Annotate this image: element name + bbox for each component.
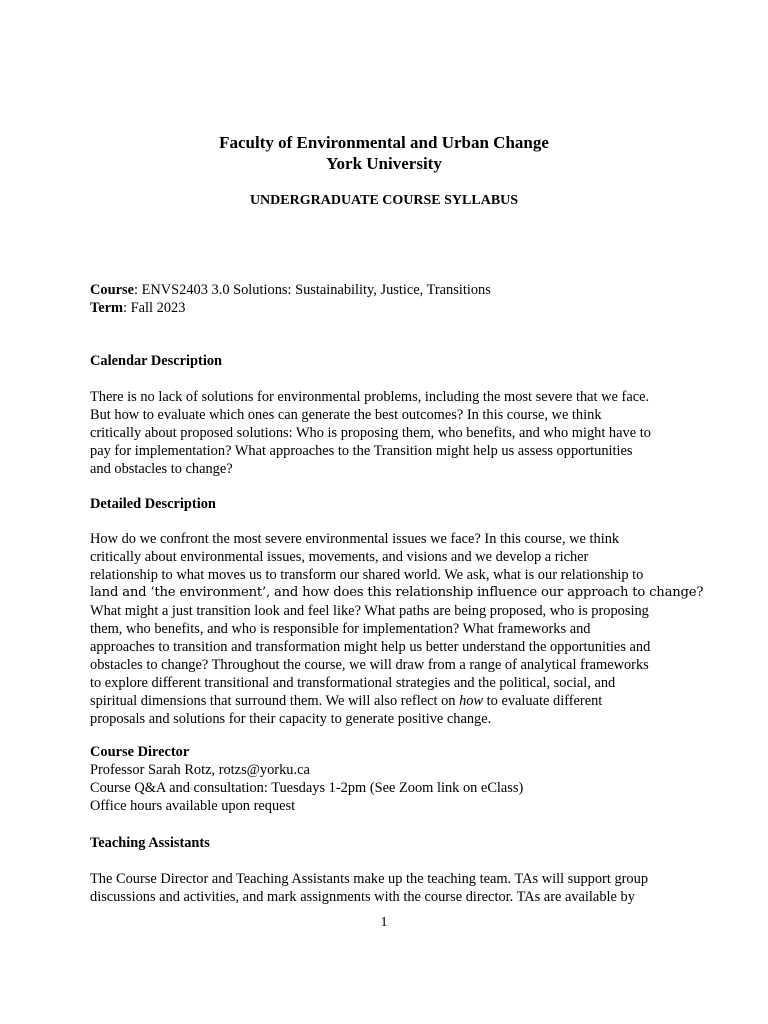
paragraph-line: pay for implementation? What approaches to the Transition might help us assess opportunities — [90, 443, 633, 459]
calendar-description-heading — [90, 352, 684, 370]
paragraph-line: critically about environmental issues, movements, and visions and we develop a richer — [90, 549, 589, 565]
paragraph-line: But how to evaluate which ones can generate the best outcomes? In this course, we think — [90, 407, 602, 423]
course-line — [90, 281, 684, 299]
paragraph-line: obstacles to change? Throughout the course, we will draw from a range of analytical frameworks — [90, 657, 649, 673]
section-heading: Detailed Description — [90, 496, 216, 512]
paragraph-line: to explore different transitional and transformational strategies and the political, social, and — [90, 675, 616, 691]
paragraph-line: The Course Director and Teaching Assistants make up the teaching team. TAs will support group — [90, 871, 649, 887]
term-label: Term — [90, 300, 124, 316]
paragraph-line: What might a just transition look and feel like? What paths are being proposed, who is proposing — [90, 603, 649, 619]
detailed-description-heading — [90, 495, 684, 513]
italic-word: how — [459, 693, 484, 709]
course-label: Course — [90, 282, 134, 298]
detailed-description-text — [90, 530, 704, 728]
term-line — [90, 299, 684, 317]
line-head: spiritual dimensions that surround them. We will also reflect on — [90, 693, 460, 709]
director-name-email: Professor Sarah Rotz, rotzs@yorku.ca — [90, 762, 310, 778]
calendar-description-text — [90, 388, 684, 478]
paragraph-line: critically about proposed solutions: Who is proposing them, who benefits, and who might have to — [90, 425, 651, 441]
section-heading: Calendar Description — [90, 353, 223, 369]
paragraph-line: proposals and solutions for their capacity to generate positive change. — [90, 711, 492, 727]
director-office-hours: Office hours available upon request — [90, 798, 296, 814]
faculty-title: Faculty of Environmental and Urban Change — [219, 133, 549, 152]
course-info — [90, 281, 684, 317]
line-tail: to evaluate different — [483, 693, 603, 709]
section-heading: Course Director — [90, 744, 190, 760]
paragraph-line — [90, 692, 684, 710]
paragraph-line: and obstacles to change? — [90, 461, 233, 477]
course-director-section — [90, 743, 684, 815]
paragraph-line: How do we confront the most severe environmental issues we face? In this course, we think — [90, 531, 620, 547]
teaching-assistants-heading — [90, 834, 684, 852]
paragraph-line: relationship to what moves us to transform our shared world. We ask, what is our relationship to — [90, 567, 644, 583]
paragraph-line: approaches to transition and transformation might help us better understand the opportunities and — [90, 639, 651, 655]
course-value: : ENVS2403 3.0 Solutions: Sustainability, Justice, Transitions — [133, 282, 491, 298]
term-value: : Fall 2023 — [123, 300, 186, 316]
paragraph-line: them, who benefits, and who is responsible for implementation? What frameworks and — [90, 621, 591, 637]
document-type-title: UNDERGRADUATE COURSE SYLLABUS — [249, 193, 519, 208]
paragraph-line: There is no lack of solutions for environmental problems, including the most severe that we face. — [90, 389, 650, 405]
title-block — [0, 132, 768, 174]
paragraph-line: discussions and activities, and mark assignments with the course director. TAs are available by — [90, 889, 635, 905]
paragraph-line: land and ‘the environment’, and how does this relationship influence our approach to change? — [90, 585, 704, 600]
teaching-assistants-text — [90, 870, 684, 906]
university-title: York University — [326, 154, 442, 173]
page-number: 1 — [380, 915, 388, 930]
section-heading: Teaching Assistants — [90, 835, 210, 851]
director-consultation: Course Q&A and consultation: Tuesdays 1-2pm (See Zoom link on eClass) — [90, 780, 524, 796]
